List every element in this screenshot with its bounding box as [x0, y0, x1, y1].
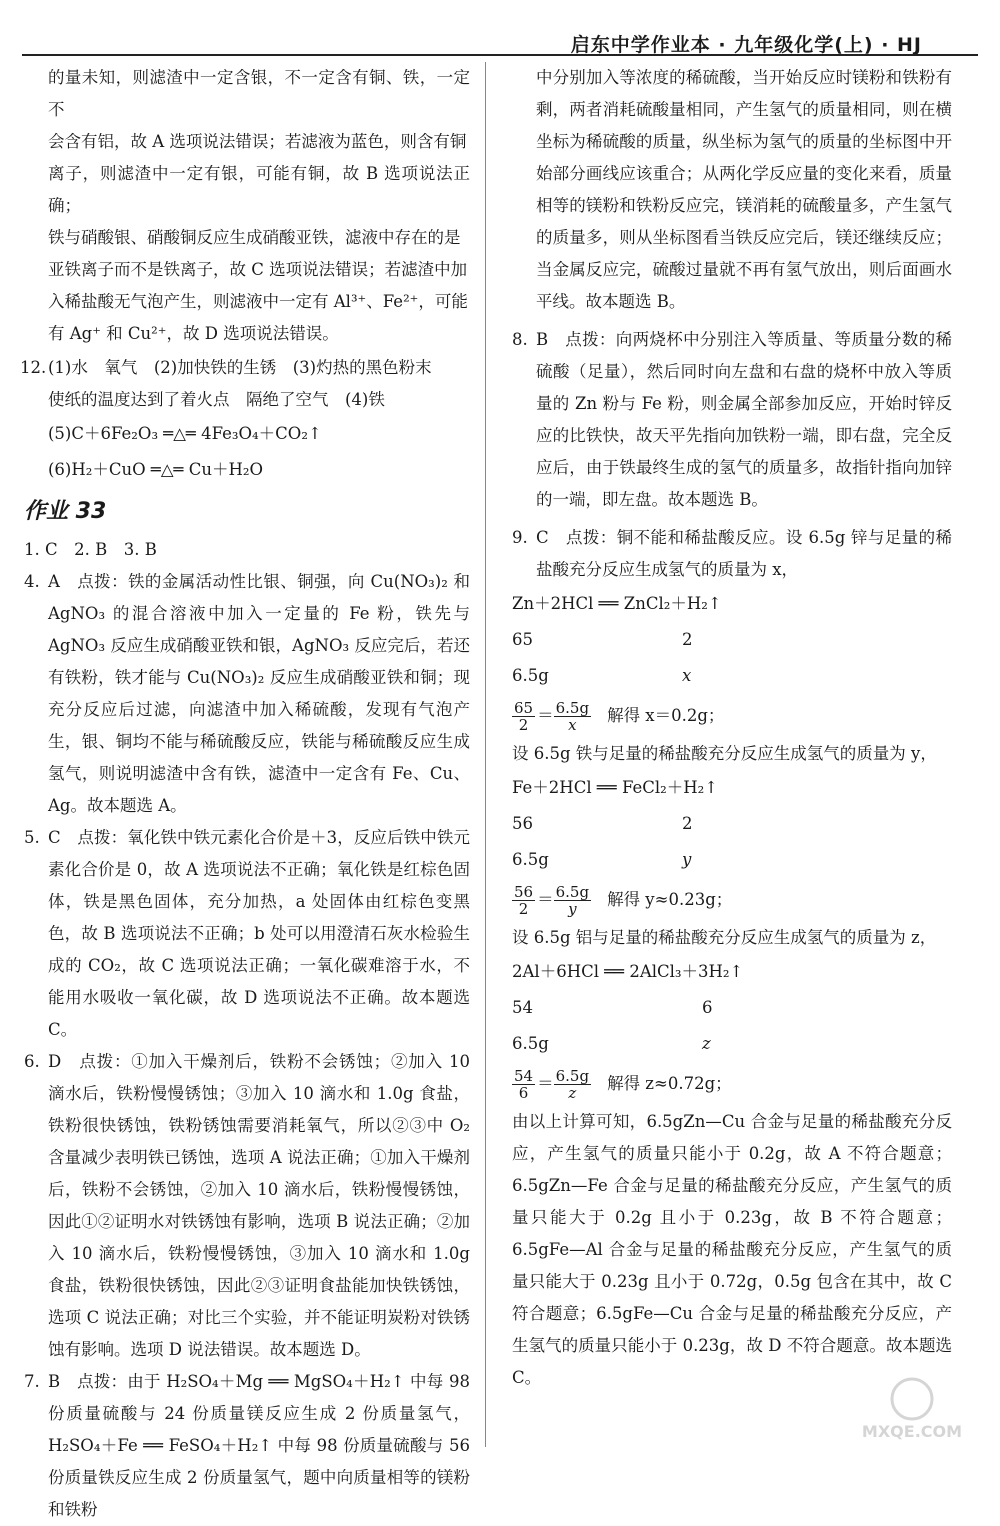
- proportion-row: $\frac{54}{6}$ ＝ $\frac{6.5g}{z}$ 解得 z≈0.72g；: [514, 1066, 732, 1102]
- answer-line: 使纸的温度达到了着火点 隔绝了空气 (4)铁: [48, 390, 385, 409]
- question-12: [20, 352, 470, 488]
- fraction: $\frac{6.5g}{z}$: [555, 1066, 590, 1102]
- question-text: 中分别加入等浓度的稀硫酸，当开始反应时镁粉和铁粉有剩，两者消耗硫酸量相同，产生氢气的质量相同，则在横坐标为稀硫酸的质量，纵坐标为氢气的质量的坐标图中开始部分画线应该重合；从两化学反应量的变化来看，质量相等的镁粉和铁粉反应完，镁消耗的硫酸量多，产生氢气的质量多，则从坐标图看当铁反应完后，镁还继续反应；当金属反应完，硫酸过量就不再有氢气放出，则后面画水平线。故本题选 B。: [536, 68, 952, 311]
- solution: 解得 y≈0.23g；: [607, 890, 733, 909]
- header-rule: [22, 54, 978, 56]
- conclusion: 由以上计算可知，6.5gZn—Cu 合金与足量的稀盐酸充分反应，产生氢气的质量只能小于 0.2g，故 A 不符合题意；6.5gZn—Fe 合金与足量的稀盐酸充分反应，产生氢气的质量只能大于 0.2g 且小于 0.23g，故 B 不符合题意；6.5gFe—Al 合金与足量的稀盐酸充分反应，产生氢气的质量只能大于 0.23g 且小于 0.72g，0.5g 包含在其中，故 C 符合题意；6.5gFe—Cu 合金与足量的稀盐酸充分反应，产生氢气的质量只能小于 0.23g，故 D 不符合题意。故本题选 C。: [512, 1112, 952, 1387]
- mass-ratio-row: 56 2: [512, 814, 693, 833]
- text-line: 的量未知，则滤渣中一定含银，不一定含有铜、铁，一定不: [48, 68, 470, 119]
- text-line: 铁与硝酸银、硝酸铜反应生成硝酸亚铁，滤液中存在的是: [48, 228, 461, 247]
- question-6: [24, 1046, 470, 1366]
- watermark-logo: [842, 1373, 982, 1443]
- equation: (6)H₂＋CuO ═△═ Cu＋H₂O: [48, 460, 263, 479]
- zinc-calculation: [512, 586, 952, 738]
- iron-intro: 设 6.5g 铁与足量的稀盐酸充分反应生成氢气的质量为 y，: [512, 744, 937, 763]
- text-line: 亚铁离子而不是铁离子，故 C 选项说法错误；若滤渣中加: [48, 260, 468, 279]
- fraction: $\frac{6.5g}{y}$: [555, 882, 590, 918]
- question-number: 5.: [24, 828, 40, 847]
- question-7: [24, 1366, 470, 1526]
- question-text: C 点拨：氧化铁中铁元素化合价是＋3，反应后铁中铁元素化合价是 0，故 A 选项说法不正确；氧化铁是红棕色固体，铁是黑色固体，充分加热，a 处固体由红棕色变黑色，故 B 选项说法不正确；b 处可以用澄清石灰水检验生成的 CO₂，故 C 选项说法正确；一氧化碳难溶于水，不能用水吸收一氧化碳，故 D 选项说法不正确。故本题选 C。: [48, 828, 470, 1039]
- question-text: B 点拨：向两烧杯中分别注入等质量、等质量分数的稀硫酸（足量），然后同时向左盘和右盘的烧杯中放入等质量的 Zn 粉与 Fe 粉，则金属全部参加反应，开始时锌反应的比铁快，故天平先指向加铁粉一端，即右盘，完全反应后，由于铁最终生成的氢气的质量多，故指针指向加锌的一端，即左盘。故本题选 B。: [536, 330, 952, 509]
- answer-line: (1)水 氧气 (2)加快铁的生锈 (3)灼热的黑色粉末: [48, 358, 432, 377]
- text-line: 离子，则滤渣中一定有银，可能有铜，故 B 选项说法正确；: [48, 164, 470, 215]
- question-number: 4.: [24, 572, 40, 591]
- text-line: 会含有铝，故 A 选项说法错误；若滤液为蓝色，则含有铜: [48, 132, 467, 151]
- question-text: C 点拨：铜不能和稀盐酸反应。设 6.5g 锌与足量的稀盐酸充分反应生成氢气的质量为 x，: [536, 528, 952, 579]
- question-8: [512, 324, 952, 516]
- mass-ratio-row: 65 2: [512, 630, 693, 649]
- equation: Zn＋2HCl ══ ZnCl₂＋H₂↑: [512, 594, 722, 613]
- question-text: D 点拨：①加入干燥剂后，铁粉不会锈蚀；②加入 10 滴水后，铁粉慢慢锈蚀；③加入 10 滴水和 1.0g 食盐，铁粉很快锈蚀，铁粉锈蚀需要消耗氧气，所以②③中 O₂ 含量减少表明铁已锈蚀，选项 A 说法正确；①加入干燥剂后，铁粉不会锈蚀，②加入 10 滴水后，铁粉慢慢锈蚀，因此①②证明水对铁锈蚀有影响，选项 B 说法正确；②加入 10 滴水后，铁粉慢慢锈蚀，③加入 10 滴水和 1.0g 食盐，铁粉很快锈蚀，因此②③证明食盐能加快铁锈蚀，选项 C 说法正确；对比三个实验，并不能证明炭粉对铁锈蚀有影响。选项 D 说法错误。故本题选 D。: [48, 1052, 470, 1359]
- question-number: 6.: [24, 1052, 40, 1071]
- page-header: [0, 0, 1000, 54]
- watermark-text: MXQE.COM: [861, 1422, 963, 1441]
- equation: Fe＋2HCl ══ FeCl₂＋H₂↑: [512, 778, 719, 797]
- right-column: [512, 62, 952, 1394]
- fraction: $\frac{6.5g}{x}$: [555, 698, 590, 734]
- given-mass-row: 6.5g z: [512, 1034, 711, 1053]
- text-line: 有 Ag⁺ 和 Cu²⁺，故 D 选项说法错误。: [48, 324, 339, 343]
- fraction: $\frac{54}{6}$: [514, 1066, 534, 1102]
- question-number: 9.: [512, 528, 528, 547]
- given-mass-row: 6.5g x: [512, 666, 692, 685]
- equation: (5)C＋6Fe₂O₃ ═△═ 4Fe₃O₄＋CO₂↑: [48, 424, 322, 443]
- question-5: [24, 822, 470, 1046]
- question-text: A 点拨：铁的金属活动性比银、铜强，向 Cu(NO₃)₂ 和 AgNO₃ 的混合溶液中加入一定量的 Fe 粉，铁先与 AgNO₃ 反应生成硝酸亚铁和银，AgNO₃ 反应完后，若还有铁粉，铁才能与 Cu(NO₃)₂ 反应生成硝酸亚铁和铜；现充分反应后过滤，向滤渣中加入稀硫酸，发现有气泡产生，银、铜均不能与稀硫酸反应，铁能与稀硫酸反应生成氢气，则说明滤渣中含有铁，滤渣中一定含有 Fe、Cu、Ag。故本题选 A。: [48, 572, 470, 815]
- column-divider: [485, 62, 486, 1447]
- given-mass-row: 6.5g y: [512, 850, 692, 869]
- proportion-row: $\frac{65}{2}$ ＝ $\frac{6.5g}{x}$ 解得 x＝0.2g；: [514, 698, 725, 734]
- question-text: B 点拨：由于 H₂SO₄＋Mg ══ MgSO₄＋H₂↑ 中每 98 份质量硫酸与 24 份质量镁反应生成 2 份质量氢气，H₂SO₄＋Fe ══ FeSO₄＋H₂↑ 中每 98 份质量硫酸与 56 份质量铁反应生成 2 份质量氢气，题中向质量相等的镁粉和铁粉: [48, 1372, 470, 1519]
- question-4: [24, 566, 470, 822]
- question-7-continued: [512, 62, 952, 318]
- mass-ratio-row: 54 6: [512, 998, 713, 1017]
- header-title: 启东中学作业本 · 九年级化学(上) · HJ: [570, 34, 922, 56]
- fraction: $\frac{65}{2}$: [514, 698, 534, 734]
- solution: 解得 x＝0.2g；: [607, 706, 725, 725]
- question-9: [512, 522, 952, 586]
- aluminum-intro: 设 6.5g 铝与足量的稀盐酸充分反应生成氢气的质量为 z，: [512, 928, 937, 947]
- text-line: 入稀盐酸无气泡产生，则滤液中一定有 Al³⁺、Fe²⁺，可能: [48, 292, 468, 311]
- question-number: 8.: [512, 330, 528, 349]
- proportion-row: $\frac{56}{2}$ ＝ $\frac{6.5g}{y}$ 解得 y≈0.23g；: [514, 882, 733, 918]
- question-number: 12.: [20, 358, 47, 377]
- question-number: 7.: [24, 1372, 40, 1391]
- section-title: 作业 33: [24, 499, 107, 524]
- answers-1-3: 1. C 2. B 3. B: [24, 540, 157, 559]
- solution: 解得 z≈0.72g；: [607, 1074, 732, 1093]
- left-column: [20, 62, 470, 1526]
- equation: 2Al＋6HCl ══ 2AlCl₃＋3H₂↑: [512, 962, 744, 981]
- continuation-paragraph: [24, 62, 470, 350]
- fraction: $\frac{56}{2}$: [514, 882, 534, 918]
- iron-calculation: [512, 770, 952, 922]
- aluminum-calculation: [512, 954, 952, 1106]
